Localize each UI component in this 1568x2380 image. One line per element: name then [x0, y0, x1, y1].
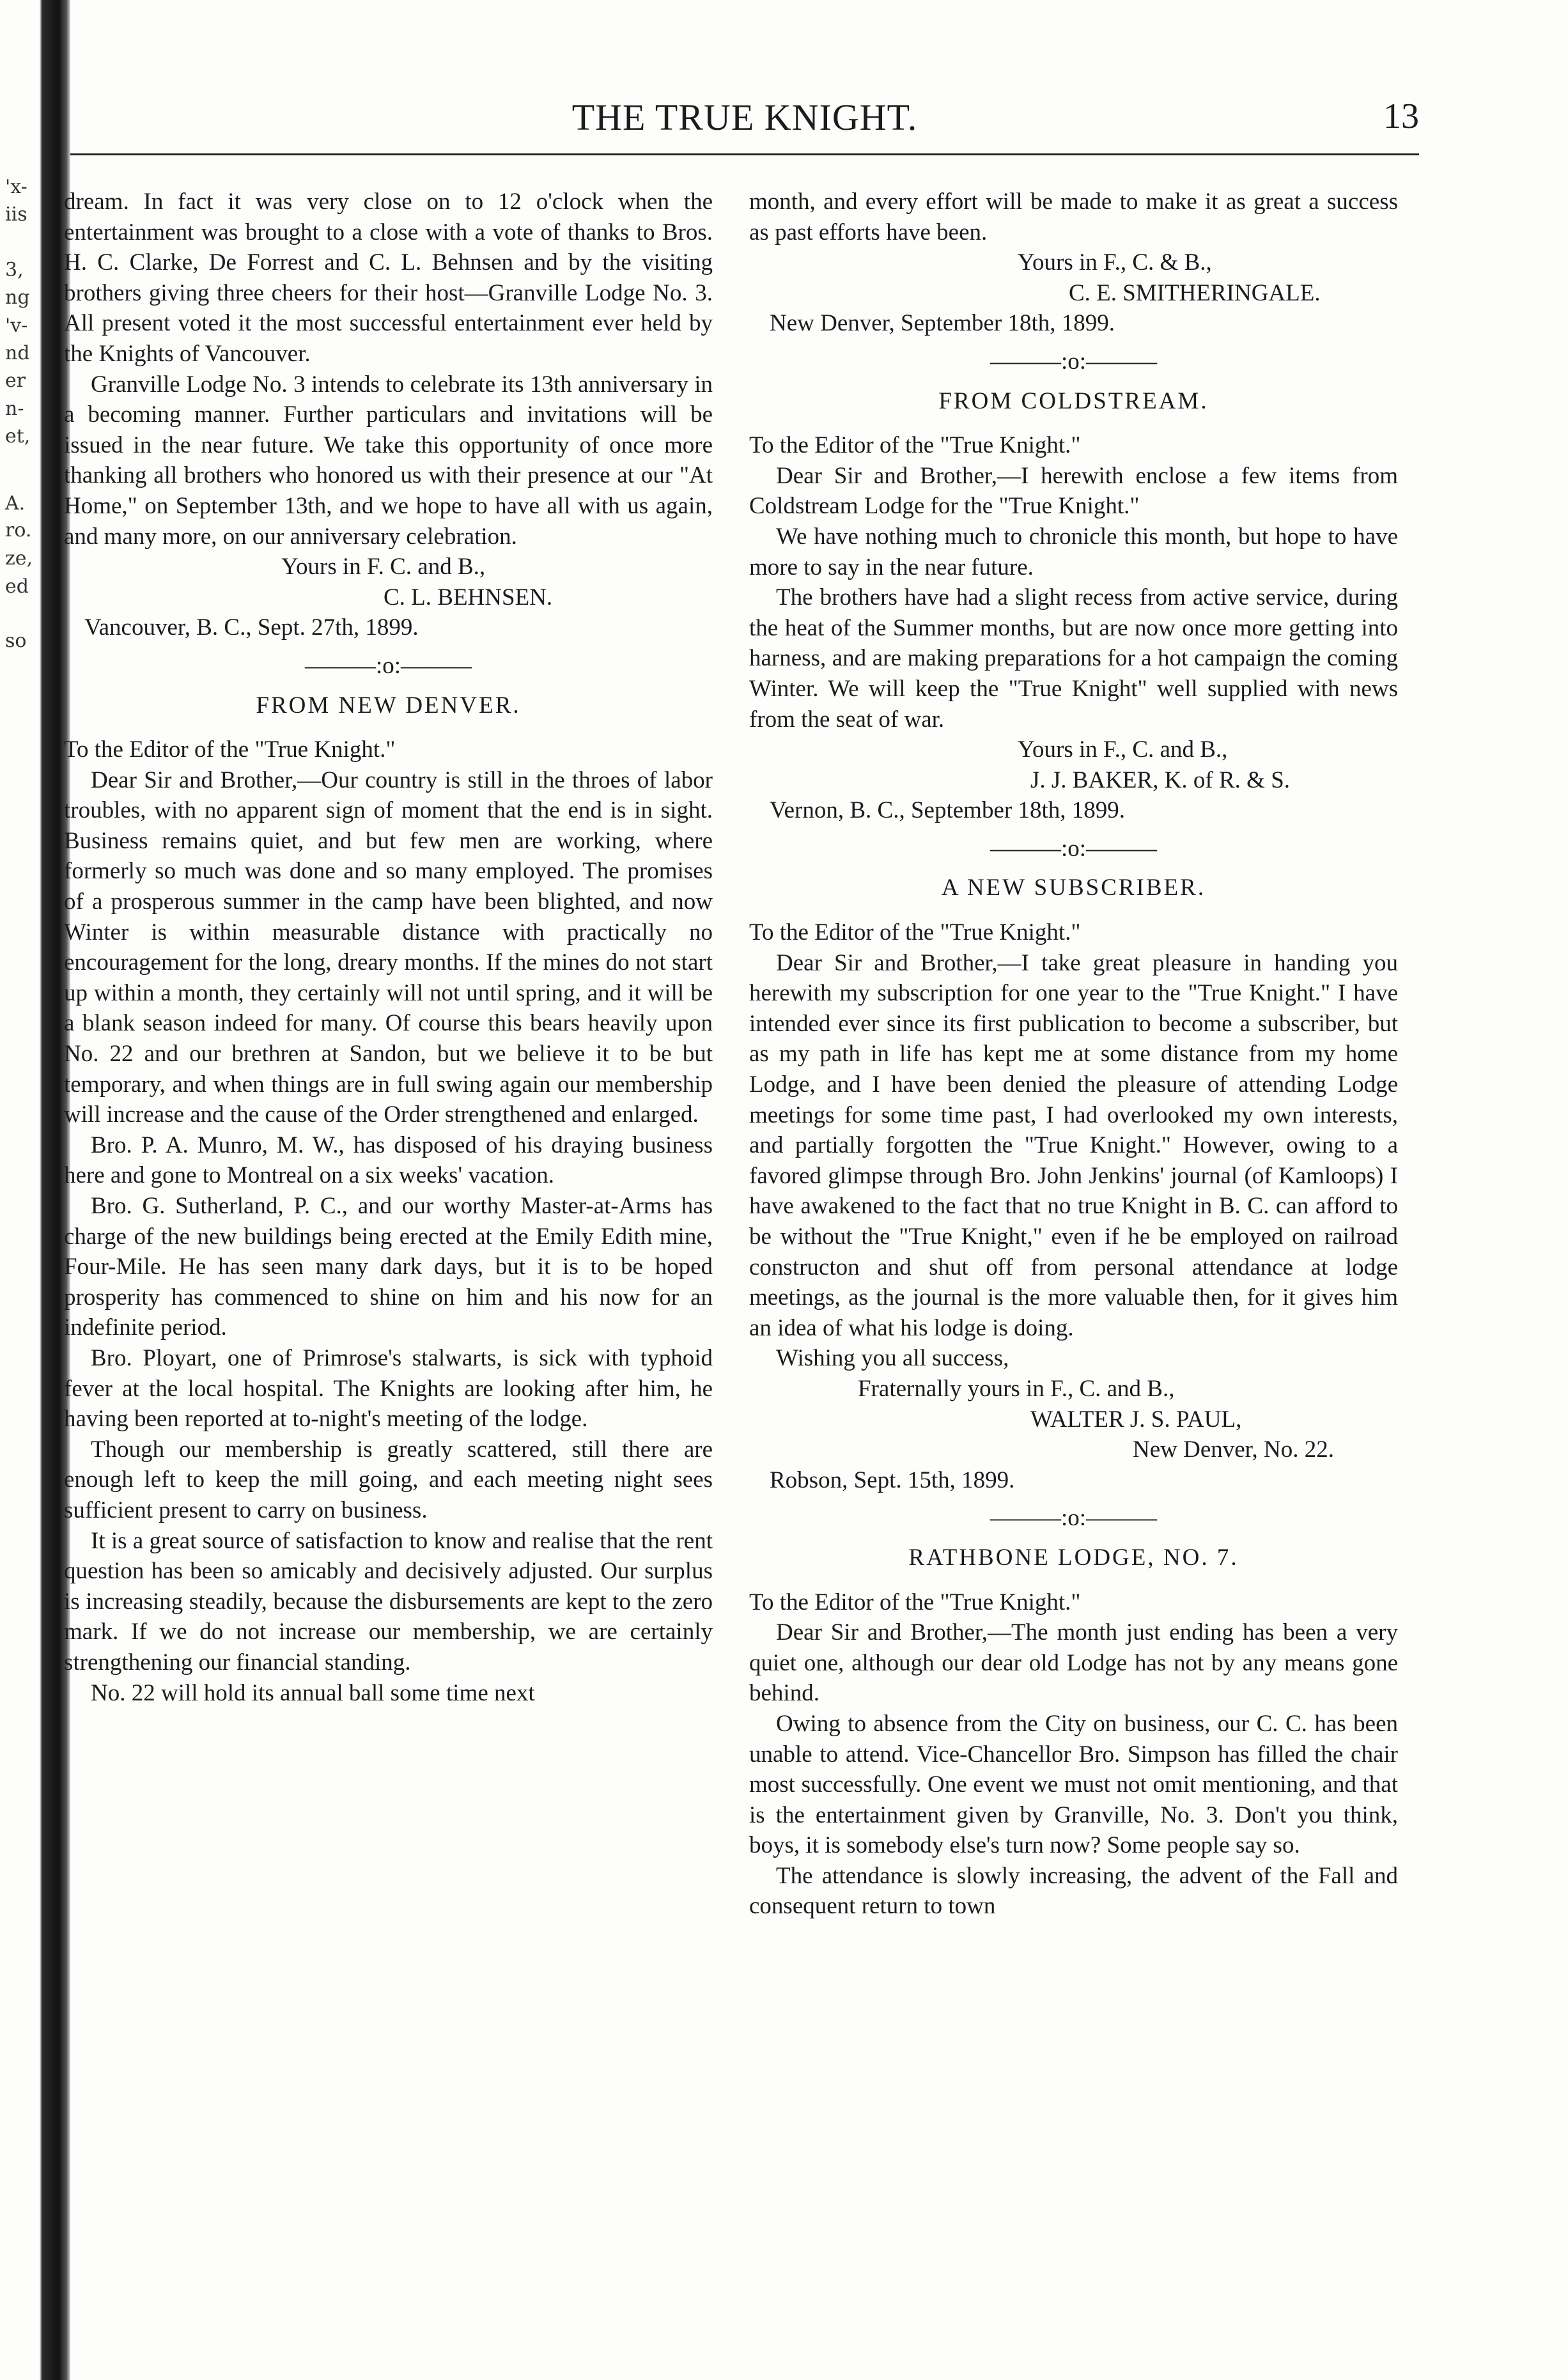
paragraph: Owing to absence from the City on business, our C. C. has been unable to attend. Vice-Chancellor Bro. Simpson has filled the chair most successfully. One event we must not omit mentioning, and that is the entertainment given by Granville, No. 3. Don't you think, boys, it is somebody else's turn now? Some people say so. — [749, 1710, 1398, 1859]
paragraph: month, and every effort will be made to make it as great a success as past efforts have been. — [749, 189, 1398, 245]
signature-closing: Yours in F., C. & B., — [1018, 249, 1212, 276]
signature-name: C. L. BEHNSEN. — [384, 584, 553, 611]
dateline: Vancouver, B. C., Sept. 27th, 1899. — [84, 614, 419, 641]
gutter-fragment: iis — [5, 203, 27, 226]
gutter-fragment: 3, — [5, 259, 24, 281]
section-heading: FROM COLDSTREAM. — [938, 387, 1209, 414]
gutter-fragment: nd — [5, 342, 30, 364]
separator: ———:o:——— — [990, 348, 1158, 375]
signature-closing: Yours in F., C. and B., — [1018, 736, 1228, 763]
paragraph: Dear Sir and Brother,—The month just ending has been a very quiet one, although our dear old Lodge has not by any means gone behind. — [749, 1619, 1398, 1707]
dateline: Vernon, B. C., September 18th, 1899. — [770, 797, 1125, 824]
paragraph: No. 22 will hold its annual ball some time next — [91, 1679, 535, 1706]
gutter-fragment: et, — [5, 425, 31, 447]
paragraph: Bro. Ployart, one of Primrose's stalwarts, is sick with typhoid fever at the local hospital. The Knights are looking after him, he having been reported at to-night's meeting of the lodge. — [64, 1344, 713, 1433]
gutter-fragment: 'v- — [5, 315, 28, 337]
paragraph: Bro. G. Sutherland, P. C., and our worthy Master-at-Arms has charge of the new buildings being erected at the Emily Edith mine, Four-Mile. He has seen many dark days, but it is to be hoped prosperity has commenced to shine on him and his now for an indefinite period. — [64, 1193, 713, 1341]
salutation: To the Editor of the "True Knight." — [64, 736, 396, 763]
paragraph: The brothers have had a slight recess from active service, during the heat of the Summer months, but are now once more getting into harness, and are making preparations for a hot campaign the coming Winter. We will keep the "True Knight" well supplied with news from the seat of war. — [749, 584, 1398, 733]
section-heading: FROM NEW DENVER. — [256, 692, 521, 719]
paragraph: Bro. P. A. Munro, M. W., has disposed of his draying business here and gone to Montreal on a six weeks' vacation. — [64, 1132, 713, 1189]
gutter-fragment: er — [5, 369, 26, 392]
paragraph: We have nothing much to chronicle this month, but hope to have more to say in the near future. — [749, 523, 1398, 580]
separator: ———:o:——— — [990, 835, 1158, 862]
paragraph: Wishing you all success, — [776, 1345, 1009, 1372]
dateline: Robson, Sept. 15th, 1899. — [770, 1466, 1015, 1493]
paragraph: Though our membership is greatly scattered, still there are enough left to keep the mill going, and each meeting night sees sufficient present to carry on business. — [64, 1436, 713, 1523]
right-column — [749, 187, 1398, 2360]
paragraph: Dear Sir and Brother,—I take great pleasure in handing you herewith my subscription for one year to the "True Knight." I have intended ever since its first publication to become a subscriber, but as my path in life has kept me at some distance from my home Lodge, and I have been denied the pleasure of attending Lodge meetings for some time past, I had overlooked my own interests, and partially forgotten the "True Knight." However, owing to a favored glimpse through Bro. John Jenkins' journal (of Kamloops) I have awakened to the fact that no true Knight in B. C. can afford to be without the "True Knight," even if he be employed on railroad constructon and shut off from personal attendance at lodge meetings, as the journal is the more valuable then, for it gives him an idea of what his lodge is doing. — [749, 949, 1398, 1341]
paragraph: dream. In fact it was very close on to 12 o'clock when the entertainment was brought to a close with a vote of thanks to Bros. H. C. Clarke, De Forrest and C. L. Behnsen and by the visiting brothers giving three cheers for their host—Granville Lodge No. 3. All present voted it the most successful entertainment ever held by the Knights of Vancouver. — [64, 189, 713, 367]
paragraph: Dear Sir and Brother,—I herewith enclose a few items from Coldstream Lodge for the "True Knight." — [749, 462, 1398, 520]
gutter-fragment: ro. — [5, 519, 32, 541]
header-rule — [70, 153, 1419, 155]
gutter-fragment: n- — [5, 398, 24, 420]
gutter-fragment: A. — [5, 492, 26, 515]
paragraph: Dear Sir and Brother,—Our country is still in the throes of labor troubles, with no apparent sign of moment that the end is in sight. Business remains quiet, and but few men are working, where formerly so much was done and so many employed. The promises of a prosperous summer in the camp have been blighted, and now Winter is within measurable distance with practically no encouragement for the long, dreary months. If the mines do not start up within a month, they certainly will not until spring, and it will be a blank season indeed for many. Of course this bears heavily upon No. 22 and our brethren at Sandon, but we believe it to be but temporary, and when things are in full swing again our membership will increase and the cause of the Order strengthened and enlarged. — [64, 766, 713, 1128]
paragraph: The attendance is slowly increasing, the advent of the Fall and consequent return to town — [749, 1862, 1398, 1920]
salutation: To the Editor of the "True Knight." — [749, 432, 1081, 459]
gutter-fragment: ed — [5, 575, 29, 598]
signature-name: J. J. BAKER, K. of R. & S. — [1030, 766, 1291, 793]
section-heading: RATHBONE LODGE, NO. 7. — [908, 1544, 1239, 1571]
gutter-fragment: so — [5, 630, 27, 652]
paragraph: It is a great source of satisfaction to know and realise that the rent question has been so amicably and decisively adjusted. Our surplus is increasing steadily, because the disbursements are kept to the zero mark. If we do not increase our membership, we are certainly strengthening our financial standing. — [64, 1527, 713, 1676]
separator: ———:o:——— — [304, 652, 472, 679]
section-heading: A NEW SUBSCRIBER. — [941, 875, 1206, 901]
page-number: 13 — [1383, 97, 1419, 136]
gutter-fragment: ng — [5, 286, 30, 309]
page-header — [70, 89, 1419, 141]
paragraph: Granville Lodge No. 3 intends to celebrate its 13th anniversary in a becoming manner. Further particulars and invitations will be issued in the near future. We take this opportunity of once more thanking all brothers who honored us with their presence at our "At Home," on September 13th, and we hope to have all with us again, and many more, on our anniversary celebration. — [64, 371, 713, 550]
signature-lodge: New Denver, No. 22. — [1133, 1436, 1334, 1463]
page-title: THE TRUE KNIGHT. — [571, 97, 918, 138]
signature-name: C. E. SMITHERINGALE. — [1069, 279, 1321, 306]
salutation: To the Editor of the "True Knight." — [749, 919, 1081, 946]
signature-name: WALTER J. S. PAUL, — [1030, 1406, 1242, 1433]
dateline: New Denver, September 18th, 1899. — [770, 310, 1115, 337]
signature-closing: Yours in F. C. and B., — [281, 554, 486, 580]
gutter-fragment: ze, — [5, 547, 33, 570]
salutation: To the Editor of the "True Knight." — [749, 1589, 1081, 1615]
signature-closing: Fraternally yours in F., C. and B., — [858, 1375, 1175, 1402]
left-column — [64, 187, 713, 2360]
gutter-fragment: 'x- — [5, 176, 27, 198]
separator: ———:o:——— — [990, 1505, 1158, 1532]
